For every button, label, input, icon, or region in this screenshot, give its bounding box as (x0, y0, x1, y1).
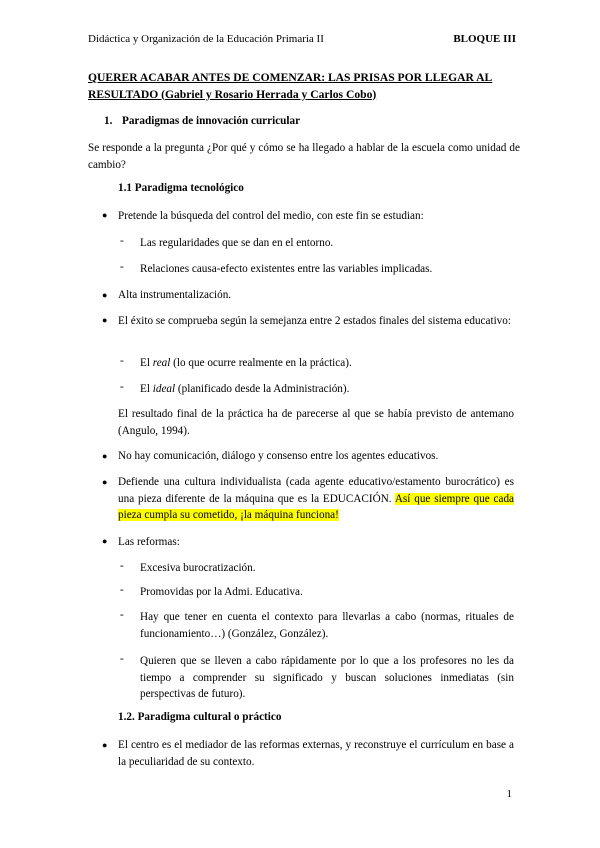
dash-marker: - (120, 381, 124, 393)
dash-marker: - (120, 584, 124, 596)
sub-list-item: Las regularidades que se dan en el entorno. (140, 237, 334, 249)
sub-list-item: Promovidas por la Admi. Educativa. (140, 586, 303, 598)
text-run: (planificado desde la Administración). (175, 383, 350, 395)
dash-marker: - (120, 609, 124, 621)
list-item-note: El resultado final de la práctica ha de parecerse al que se había previsto de antemano (Angulo, 1994). (118, 408, 514, 437)
text-run: El (140, 383, 153, 395)
subsection-heading-1-2: 1.2. Paradigma cultural o práctico (118, 711, 282, 723)
header-course-title: Didáctica y Organización de la Educación Primaria II (88, 33, 324, 45)
list-item: Alta instrumentalización. (118, 289, 232, 301)
bullet-icon: ● (102, 477, 108, 487)
sub-list-item: Relaciones causa-efecto existentes entre las variables implicadas. (140, 263, 433, 275)
dash-marker: - (120, 560, 124, 572)
dash-marker: - (120, 355, 124, 367)
list-item: El éxito se comprueba según la semejanza entre 2 estados finales del sistema educativo: (118, 315, 511, 327)
intro-paragraph: Se responde a la pregunta ¿Por qué y cómo se ha llegado a hablar de la escuela como unidad de cambio? (88, 142, 520, 171)
highlighted-text: Así que siempre que cada pieza cumpla su cometido, ¡la máquina funciona! (118, 492, 514, 521)
dash-marker: - (120, 235, 124, 247)
dash-marker: - (120, 261, 124, 273)
sub-list-item: Excesiva burocratización. (140, 562, 256, 574)
dash-marker: - (120, 653, 124, 665)
emphasis-text: ideal (152, 383, 176, 395)
bullet-icon: ● (102, 740, 108, 750)
text-run: El (140, 357, 153, 369)
page-number: 1 (506, 788, 512, 800)
bullet-icon: ● (102, 210, 108, 220)
bullet-icon: ● (102, 451, 108, 461)
sub-list-item (140, 355, 514, 372)
sub-list-item (140, 381, 514, 398)
list-item: El centro es el mediador de las reformas externas, y reconstruye el currículum en base a la peculiaridad de su contexto. (118, 739, 514, 768)
bullet-icon: ● (102, 315, 108, 325)
bullet-icon: ● (102, 290, 108, 300)
section-heading-text: Paradigmas de innovación curricular (122, 115, 301, 127)
text-run: (lo que ocurre realmente en la práctica). (170, 357, 352, 369)
list-item: No hay comunicación, diálogo y consenso entre los agentes educativos. (118, 450, 439, 462)
header-block-label: BLOQUE III (453, 33, 516, 45)
document-title: QUERER ACABAR ANTES DE COMENZAR: LAS PRISAS POR LLEGAR AL RESULTADO (Gabriel y Rosario Herrada y Carlos Cobo) (88, 71, 493, 101)
list-item: Las reformas: (118, 536, 180, 548)
section-number: 1. (104, 115, 113, 127)
bullet-icon: ● (102, 536, 108, 546)
sub-list-item: Quieren que se lleven a cabo rápidamente por lo que a los profesores no les da tiempo a comprender su significado y buscan soluciones inmediatas (sin perspectivas de futuro). (140, 655, 514, 700)
text-run: Defiende una cultura individualista (cada agente educativo/estamento burocrático) es una pieza diferente de la máquina que es la EDUCACIÓN. (118, 476, 514, 505)
sub-list-item: Hay que tener en cuenta el contexto para llevarlas a cabo (normas, rituales de funcionamiento…) (González, González). (140, 611, 514, 640)
list-item (118, 474, 514, 524)
section-heading-1 (104, 115, 300, 127)
emphasis-text: real (152, 357, 171, 369)
subsection-heading-1-1: 1.1 Paradigma tecnológico (118, 182, 244, 194)
list-item: Pretende la búsqueda del control del medio, con este fin se estudian: (118, 210, 424, 222)
